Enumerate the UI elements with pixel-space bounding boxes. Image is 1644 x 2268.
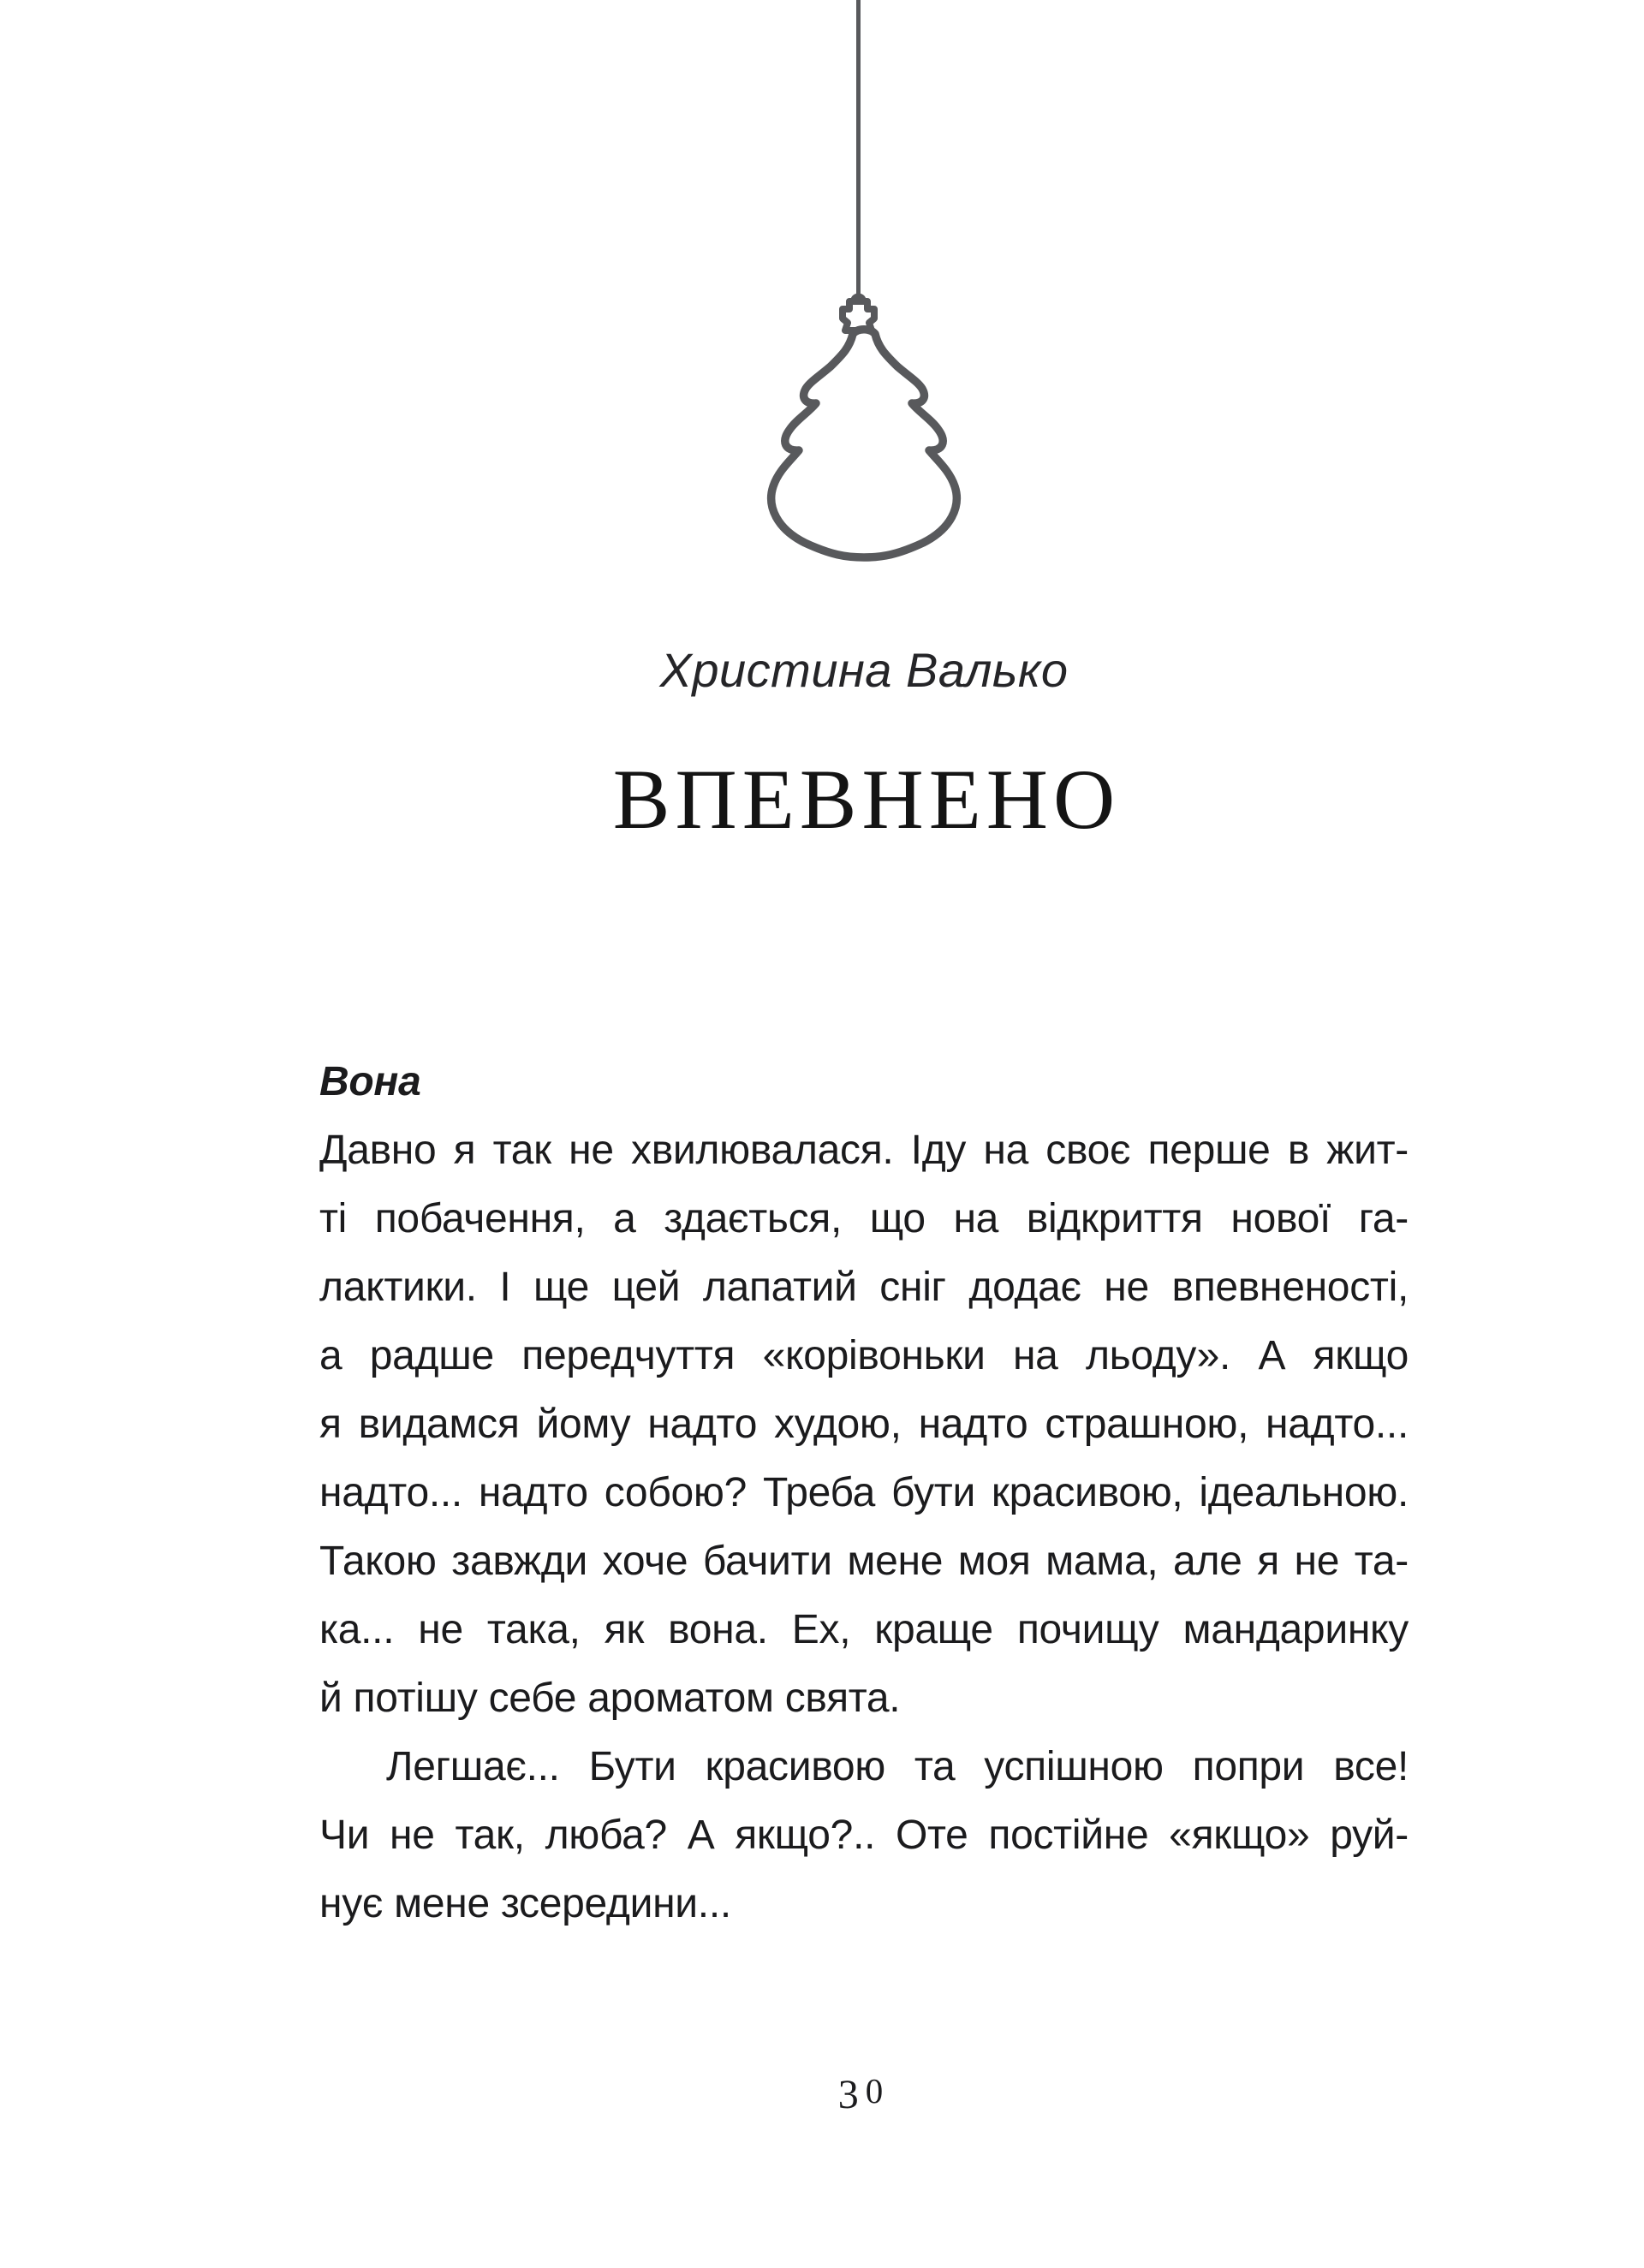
text-line: ка... не така, як вона. Ех, краще почищу мандаринку bbox=[319, 1607, 1409, 1652]
text-line: Чи не так, люба? А якщо?.. Оте постійне «якщо» руй- bbox=[319, 1813, 1409, 1858]
narrator-heading: Вона bbox=[319, 1059, 421, 1104]
text-line: Легшає... Бути красивою та успішною попри все! bbox=[386, 1744, 1409, 1789]
story-title: ВПЕВНЕНО bbox=[612, 752, 1121, 847]
text-line: а радше передчуття «корівоньки на льоду». А якщо bbox=[319, 1333, 1409, 1378]
text-line: надто... надто собою? Треба бути красивою, ідеальною. bbox=[319, 1470, 1409, 1515]
christmas-tree-ornament-icon bbox=[767, 289, 961, 568]
page-number-digit: 0 bbox=[865, 2071, 890, 2110]
text-line: ті побачення, а здається, що на відкриття нової га- bbox=[319, 1196, 1409, 1241]
text-line: й потішу себе ароматом свята. bbox=[319, 1676, 901, 1721]
paragraphs bbox=[319, 1116, 1409, 1938]
page-number bbox=[319, 2070, 1409, 2117]
ornament-string bbox=[856, 0, 861, 295]
text-line: я видамся йому надто худою, надто страшною, надто... bbox=[319, 1402, 1409, 1447]
text-line: Давно я так не хвилювалася. Іду на своє перше в жит- bbox=[319, 1128, 1409, 1173]
text-line: Такою завжди хоче бачити мене моя мама, але я не та- bbox=[319, 1539, 1409, 1584]
story-text bbox=[319, 1048, 1409, 1938]
author-name: Христина Валько bbox=[659, 643, 1069, 697]
page-number-digit: 3 bbox=[837, 2072, 866, 2117]
text-line: нує мене зсередини... bbox=[319, 1881, 731, 1926]
text-line: лактики. І ще цей лапатий сніг додає не впевненості, bbox=[319, 1265, 1409, 1310]
